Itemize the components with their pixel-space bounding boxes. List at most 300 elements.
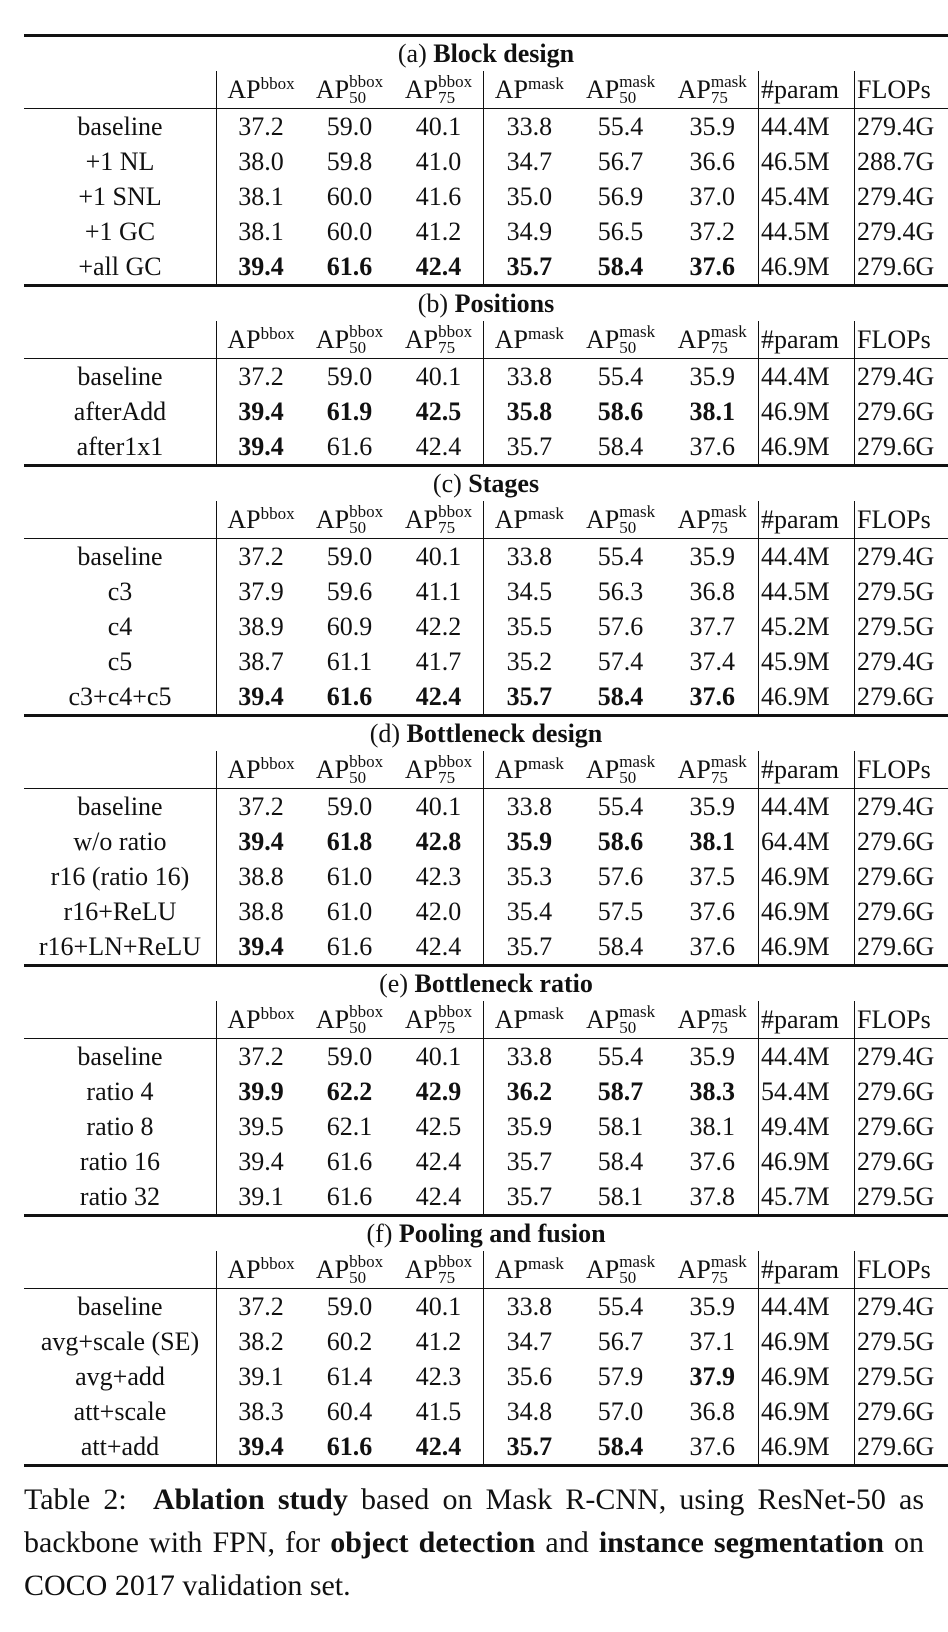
cell-ap-mask: 35.2 [483, 644, 575, 679]
header-ap75-bbox: AP bbox 75 [404, 1252, 473, 1287]
cell-ap-bbox: 39.4 [216, 824, 305, 859]
cell-ap-mask: 33.8 [483, 359, 575, 394]
table-row [24, 824, 948, 859]
param-header: #param [761, 1255, 840, 1284]
cell-ap75-bbox: 42.4 [415, 432, 462, 461]
cell-ap75-mask: 37.5 [689, 862, 735, 891]
section-name: Positions [454, 289, 555, 318]
cell-ap-mask: 35.0 [483, 179, 575, 214]
header-row [24, 1001, 948, 1039]
header-ap-mask: $AP^{mask}$ [483, 1251, 575, 1288]
row-label: avg+scale (SE) [40, 1327, 200, 1356]
row-label: +1 GC [84, 217, 156, 246]
cell-flops: 279.6G [854, 929, 948, 964]
cell-flops: 279.5G [854, 1179, 948, 1214]
cell-ap75-mask: 35.9 [689, 542, 735, 571]
cell-ap75-bbox: 40.1 [415, 1042, 462, 1071]
section-prefix: (b) [417, 289, 449, 318]
cell-ap50-mask: 55.4 [597, 1042, 644, 1071]
row-label: +all GC [78, 252, 162, 281]
cell-ap50-bbox: 61.6 [326, 932, 373, 961]
header-param [758, 751, 854, 788]
cell-flops: 279.6G [854, 429, 948, 464]
row-label: baseline [77, 792, 163, 821]
cell-param: 64.4M [758, 824, 854, 859]
cell-ap75-bbox: 42.9 [415, 1077, 462, 1106]
header-ap-mask: $AP^{mask}$ [483, 71, 575, 108]
cell-param: 49.4M [758, 1109, 854, 1144]
cell-param: 46.9M [758, 394, 854, 429]
cell-ap50-mask: 56.7 [597, 1327, 644, 1356]
iou-subscript: 75 [710, 338, 728, 357]
cell-ap75-bbox: 40.1 [415, 792, 462, 821]
header-ap75-mask: AP mask 75 [677, 502, 747, 537]
header-param [758, 501, 854, 538]
cell-flops: 279.6G [854, 1144, 948, 1179]
header-ap75-mask: AP mask 75 [677, 1002, 747, 1037]
cell-ap50-mask: 58.6 [597, 397, 644, 426]
cell-ap-bbox: 37.2 [216, 109, 305, 144]
iou-subscript: 75 [710, 1268, 728, 1287]
bbox-superscript: bbox [349, 1002, 384, 1021]
cell-ap-bbox: 39.4 [216, 394, 305, 429]
iou-subscript: 50 [349, 1268, 367, 1287]
cell-param: 46.9M [758, 679, 854, 714]
cell-ap75-bbox: 42.4 [415, 1147, 462, 1176]
cell-ap-bbox: 37.2 [216, 359, 305, 394]
param-header: #param [761, 75, 840, 104]
table-row [24, 539, 948, 574]
cell-ap-mask: 35.3 [483, 859, 575, 894]
iou-subscript: 50 [349, 768, 367, 787]
section-prefix: (a) [397, 39, 427, 68]
cell-ap75-bbox: 40.1 [415, 112, 462, 141]
row-label: att+add [80, 1432, 160, 1461]
row-label: w/o ratio [73, 827, 167, 856]
cell-ap75-mask: 37.1 [689, 1327, 735, 1356]
bottom-rule [24, 1464, 948, 1467]
header-ap75-mask: AP mask 75 [677, 752, 747, 787]
cell-param: 46.9M [758, 1429, 854, 1464]
mask-superscript: mask [528, 324, 564, 343]
section-4 [24, 964, 948, 1214]
cell-flops: 279.4G [854, 539, 948, 574]
table-row [24, 1394, 948, 1429]
cell-ap75-bbox: 42.4 [415, 932, 462, 961]
section-title [24, 1217, 948, 1251]
table-row [24, 1109, 948, 1144]
header-ap75-mask: AP mask 75 [677, 322, 747, 357]
cell-ap75-mask: 37.4 [689, 647, 735, 676]
cell-param: 46.9M [758, 1144, 854, 1179]
cell-flops: 279.6G [854, 894, 948, 929]
caption-text: based on Mask R-CNN, using ResNet-50 as backbone with FPN, for [24, 1483, 924, 1559]
cell-ap50-mask: 57.6 [597, 612, 644, 641]
header-param [758, 71, 854, 108]
cell-ap75-mask: 36.8 [689, 1397, 735, 1426]
cell-ap-mask: 33.8 [483, 789, 575, 824]
table-row [24, 144, 948, 179]
cell-ap75-bbox: 42.5 [415, 397, 462, 426]
row-label: after1x1 [76, 432, 164, 461]
cell-ap75-mask: 37.8 [689, 1182, 735, 1211]
cell-ap50-mask: 55.4 [597, 112, 644, 141]
cell-ap-mask: 34.9 [483, 214, 575, 249]
row-label: ratio 16 [79, 1147, 161, 1176]
cell-ap75-mask: 37.6 [689, 932, 735, 961]
cell-flops: 279.4G [854, 1289, 948, 1324]
section-prefix: (f) [366, 1219, 393, 1248]
row-label: +1 NL [85, 147, 155, 176]
header-ap50-bbox: AP bbox 50 [315, 502, 384, 537]
cell-ap50-bbox: 60.0 [326, 182, 373, 211]
cell-param: 46.5M [758, 144, 854, 179]
row-label: afterAdd [73, 397, 167, 426]
iou-subscript: 50 [619, 768, 637, 787]
header-ap50-mask: AP mask 50 [585, 1002, 656, 1037]
cell-ap75-bbox: 42.2 [415, 612, 462, 641]
header-ap50-mask: AP mask 50 [585, 502, 656, 537]
cell-ap75-mask: 35.9 [689, 112, 735, 141]
mask-superscript: mask [619, 322, 656, 341]
header-ap-bbox: $AP^{bbox}$ [216, 1251, 305, 1288]
cell-ap75-mask: 37.9 [689, 1362, 735, 1391]
header-ap-bbox: $AP^{bbox}$ [216, 501, 305, 538]
mask-superscript: mask [710, 752, 747, 771]
header-ap75-mask: AP mask 75 [677, 72, 747, 107]
cell-param: 44.4M [758, 789, 854, 824]
iou-subscript: 50 [349, 1018, 367, 1037]
row-label: c3+c4+c5 [68, 682, 172, 711]
cell-ap75-bbox: 40.1 [415, 542, 462, 571]
cell-ap-mask: 35.7 [483, 249, 575, 284]
row-label: att+scale [73, 1397, 167, 1426]
cell-ap50-mask: 55.4 [597, 362, 644, 391]
cell-ap50-bbox: 59.0 [326, 1042, 373, 1071]
cell-ap75-bbox: 42.8 [415, 827, 462, 856]
section-name: Bottleneck ratio [414, 969, 593, 998]
flops-header: FLOPs [857, 1255, 931, 1284]
cell-ap50-mask: 57.4 [597, 647, 644, 676]
cell-flops: 279.6G [854, 1429, 948, 1464]
iou-subscript: 50 [619, 1018, 637, 1037]
cell-ap75-bbox: 42.3 [415, 862, 462, 891]
iou-subscript: 75 [710, 88, 728, 107]
caption-text: and [535, 1526, 599, 1559]
row-label: baseline [77, 1042, 163, 1071]
header-empty [24, 71, 216, 108]
table-row [24, 359, 948, 394]
cell-param: 45.2M [758, 609, 854, 644]
cell-ap50-bbox: 61.4 [326, 1362, 373, 1391]
cell-ap50-mask: 56.5 [597, 217, 644, 246]
cell-flops: 279.5G [854, 574, 948, 609]
header-row [24, 751, 948, 789]
cell-ap50-bbox: 61.1 [326, 647, 373, 676]
cell-ap50-bbox: 61.6 [326, 432, 373, 461]
cell-ap75-bbox: 40.1 [415, 1292, 462, 1321]
cell-ap75-bbox: 42.4 [415, 1182, 462, 1211]
bbox-superscript: bbox [438, 502, 473, 521]
table-row [24, 429, 948, 464]
header-row [24, 321, 948, 359]
row-label: r16 (ratio 16) [50, 862, 190, 891]
cell-ap75-bbox: 42.3 [415, 1362, 462, 1391]
mask-superscript: mask [528, 74, 564, 93]
cell-ap-bbox: 39.4 [216, 679, 305, 714]
header-ap50-bbox: AP bbox 50 [315, 1002, 384, 1037]
cell-flops: 279.4G [854, 789, 948, 824]
cell-ap75-mask: 37.6 [689, 1432, 735, 1461]
bbox-superscript: bbox [260, 74, 295, 93]
header-row [24, 501, 948, 539]
table-row [24, 179, 948, 214]
cell-flops: 279.6G [854, 824, 948, 859]
cell-ap-bbox: 39.4 [216, 929, 305, 964]
cell-ap-bbox: 39.1 [216, 1359, 305, 1394]
caption-bold-detection: object detection [330, 1526, 536, 1559]
iou-subscript: 75 [710, 518, 728, 537]
flops-header: FLOPs [857, 755, 931, 784]
cell-ap-mask: 35.9 [483, 824, 575, 859]
cell-ap50-mask: 58.4 [597, 1432, 644, 1461]
cell-ap75-mask: 37.6 [689, 252, 735, 281]
header-param [758, 1001, 854, 1038]
flops-header: FLOPs [857, 505, 931, 534]
cell-ap75-bbox: 42.4 [415, 1432, 462, 1461]
mask-superscript: mask [710, 72, 747, 91]
header-ap50-bbox: AP bbox 50 [315, 752, 384, 787]
table-row [24, 609, 948, 644]
cell-ap50-mask: 58.4 [597, 932, 644, 961]
cell-ap-mask: 35.7 [483, 1179, 575, 1214]
cell-param: 44.5M [758, 574, 854, 609]
cell-ap50-bbox: 61.8 [326, 827, 373, 856]
cell-ap75-mask: 35.9 [689, 362, 735, 391]
section-title [24, 467, 948, 501]
cell-ap50-mask: 57.6 [597, 862, 644, 891]
row-label: baseline [77, 1292, 163, 1321]
cell-ap50-bbox: 61.9 [326, 397, 373, 426]
iou-subscript: 75 [438, 518, 456, 537]
cell-ap50-mask: 58.1 [597, 1182, 644, 1211]
cell-ap75-mask: 38.1 [689, 827, 735, 856]
cell-param: 46.9M [758, 1359, 854, 1394]
iou-subscript: 75 [438, 338, 456, 357]
cell-ap50-bbox: 61.0 [326, 862, 373, 891]
cell-ap75-bbox: 41.6 [415, 182, 462, 211]
cell-param: 46.9M [758, 429, 854, 464]
table-row [24, 1324, 948, 1359]
iou-subscript: 75 [438, 88, 456, 107]
header-ap50-bbox: AP bbox 50 [315, 72, 384, 107]
cell-ap50-bbox: 59.0 [326, 542, 373, 571]
cell-ap75-mask: 36.6 [689, 147, 735, 176]
cell-flops: 279.6G [854, 249, 948, 284]
section-title [24, 37, 948, 71]
iou-subscript: 75 [710, 1018, 728, 1037]
cell-param: 46.9M [758, 859, 854, 894]
flops-header: FLOPs [857, 75, 931, 104]
cell-ap75-mask: 35.9 [689, 1042, 735, 1071]
cell-flops: 279.5G [854, 609, 948, 644]
cell-ap75-mask: 38.1 [689, 397, 735, 426]
cell-param: 45.7M [758, 1179, 854, 1214]
caption-bold-ablation: Ablation study [152, 1483, 348, 1516]
cell-ap75-bbox: 40.1 [415, 362, 462, 391]
cell-ap-mask: 36.2 [483, 1074, 575, 1109]
table-row [24, 644, 948, 679]
cell-ap-bbox: 39.1 [216, 1179, 305, 1214]
cell-flops: 279.4G [854, 644, 948, 679]
cell-param: 44.4M [758, 359, 854, 394]
cell-param: 45.9M [758, 644, 854, 679]
cell-ap-mask: 35.7 [483, 1429, 575, 1464]
header-flops [854, 751, 948, 788]
cell-ap-mask: 35.7 [483, 929, 575, 964]
mask-superscript: mask [528, 1254, 564, 1273]
table-row [24, 109, 948, 144]
cell-ap-bbox: 39.4 [216, 1144, 305, 1179]
cell-ap50-bbox: 60.4 [326, 1397, 373, 1426]
header-row [24, 71, 948, 109]
caption-text: on COCO 2017 validation set. [24, 1526, 925, 1602]
cell-ap-mask: 35.7 [483, 1144, 575, 1179]
mask-superscript: mask [710, 502, 747, 521]
row-label: c3 [107, 577, 133, 606]
iou-subscript: 75 [710, 768, 728, 787]
cell-ap50-bbox: 62.2 [326, 1077, 373, 1106]
iou-subscript: 50 [349, 88, 367, 107]
cell-ap50-mask: 57.5 [597, 897, 644, 926]
cell-ap-bbox: 38.2 [216, 1324, 305, 1359]
row-label: r16+LN+ReLU [38, 932, 202, 961]
cell-ap75-bbox: 41.1 [415, 577, 462, 606]
table-row [24, 789, 948, 824]
mask-superscript: mask [528, 504, 564, 523]
cell-ap75-mask: 38.1 [689, 1112, 735, 1141]
section-prefix: (c) [432, 469, 462, 498]
cell-ap50-mask: 56.7 [597, 147, 644, 176]
mask-superscript: mask [528, 1004, 564, 1023]
header-ap-bbox: $AP^{bbox}$ [216, 751, 305, 788]
cell-ap75-mask: 38.3 [689, 1077, 735, 1106]
iou-subscript: 75 [438, 768, 456, 787]
section-name: Stages [468, 469, 540, 498]
bbox-superscript: bbox [438, 322, 473, 341]
cell-ap-mask: 34.8 [483, 1394, 575, 1429]
cell-flops: 279.4G [854, 179, 948, 214]
bbox-superscript: bbox [438, 1252, 473, 1271]
iou-subscript: 50 [619, 1268, 637, 1287]
cell-ap75-mask: 37.7 [689, 612, 735, 641]
cell-param: 46.9M [758, 249, 854, 284]
cell-ap-bbox: 38.8 [216, 859, 305, 894]
row-label: c4 [107, 612, 133, 641]
cell-ap-bbox: 39.5 [216, 1109, 305, 1144]
cell-param: 44.5M [758, 214, 854, 249]
flops-header: FLOPs [857, 1005, 931, 1034]
cell-ap-bbox: 39.4 [216, 1429, 305, 1464]
mask-superscript: mask [619, 502, 656, 521]
cell-ap50-bbox: 61.6 [326, 682, 373, 711]
bbox-superscript: bbox [349, 752, 384, 771]
cell-ap-mask: 35.9 [483, 1109, 575, 1144]
cell-ap75-mask: 37.6 [689, 897, 735, 926]
cell-ap-bbox: 38.1 [216, 179, 305, 214]
cell-param: 46.9M [758, 929, 854, 964]
table-row [24, 394, 948, 429]
section-prefix: (d) [369, 719, 401, 748]
section-title [24, 717, 948, 751]
bbox-superscript: bbox [260, 504, 295, 523]
mask-superscript: mask [619, 1002, 656, 1021]
iou-subscript: 50 [349, 518, 367, 537]
cell-flops: 279.6G [854, 1109, 948, 1144]
section-name: Bottleneck design [406, 719, 603, 748]
table-row [24, 1144, 948, 1179]
cell-ap-bbox: 39.9 [216, 1074, 305, 1109]
iou-subscript: 75 [438, 1268, 456, 1287]
cell-ap50-mask: 58.7 [597, 1077, 644, 1106]
cell-param: 44.4M [758, 1039, 854, 1074]
cell-ap-mask: 33.8 [483, 1039, 575, 1074]
mask-superscript: mask [619, 72, 656, 91]
cell-ap-mask: 35.7 [483, 429, 575, 464]
section-title [24, 287, 948, 321]
iou-subscript: 50 [349, 338, 367, 357]
cell-param: 46.9M [758, 894, 854, 929]
header-ap50-mask: AP mask 50 [585, 322, 656, 357]
caption-label: Table 2: [24, 1483, 127, 1516]
bbox-superscript: bbox [349, 1252, 384, 1271]
cell-flops: 279.4G [854, 109, 948, 144]
row-label: +1 SNL [78, 182, 162, 211]
cell-ap-mask: 35.5 [483, 609, 575, 644]
cell-ap50-bbox: 59.0 [326, 792, 373, 821]
cell-ap75-mask: 35.9 [689, 792, 735, 821]
cell-ap50-bbox: 59.0 [326, 1292, 373, 1321]
header-ap50-bbox: AP bbox 50 [315, 1252, 384, 1287]
table-caption [24, 1478, 924, 1607]
header-ap-bbox: $AP^{bbox}$ [216, 71, 305, 108]
cell-ap-bbox: 37.2 [216, 539, 305, 574]
header-ap-bbox: $AP^{bbox}$ [216, 321, 305, 358]
row-label: baseline [77, 112, 163, 141]
cell-param: 46.9M [758, 1324, 854, 1359]
cell-flops: 279.4G [854, 359, 948, 394]
cell-ap50-mask: 56.3 [597, 577, 644, 606]
cell-ap-bbox: 38.9 [216, 609, 305, 644]
cell-flops: 279.6G [854, 1074, 948, 1109]
header-flops [854, 501, 948, 538]
header-param [758, 1251, 854, 1288]
ablation-table [24, 34, 948, 1467]
cell-ap-bbox: 37.2 [216, 1039, 305, 1074]
cell-ap75-bbox: 41.2 [415, 217, 462, 246]
table-row [24, 1289, 948, 1324]
cell-param: 46.9M [758, 1394, 854, 1429]
header-ap75-bbox: AP bbox 75 [404, 752, 473, 787]
table-row [24, 1039, 948, 1074]
cell-ap50-mask: 55.4 [597, 792, 644, 821]
cell-ap-mask: 35.8 [483, 394, 575, 429]
cell-ap75-mask: 37.0 [689, 182, 735, 211]
header-ap-mask: $AP^{mask}$ [483, 751, 575, 788]
header-ap75-bbox: AP bbox 75 [404, 1002, 473, 1037]
cell-ap-mask: 33.8 [483, 109, 575, 144]
cell-flops: 288.7G [854, 144, 948, 179]
